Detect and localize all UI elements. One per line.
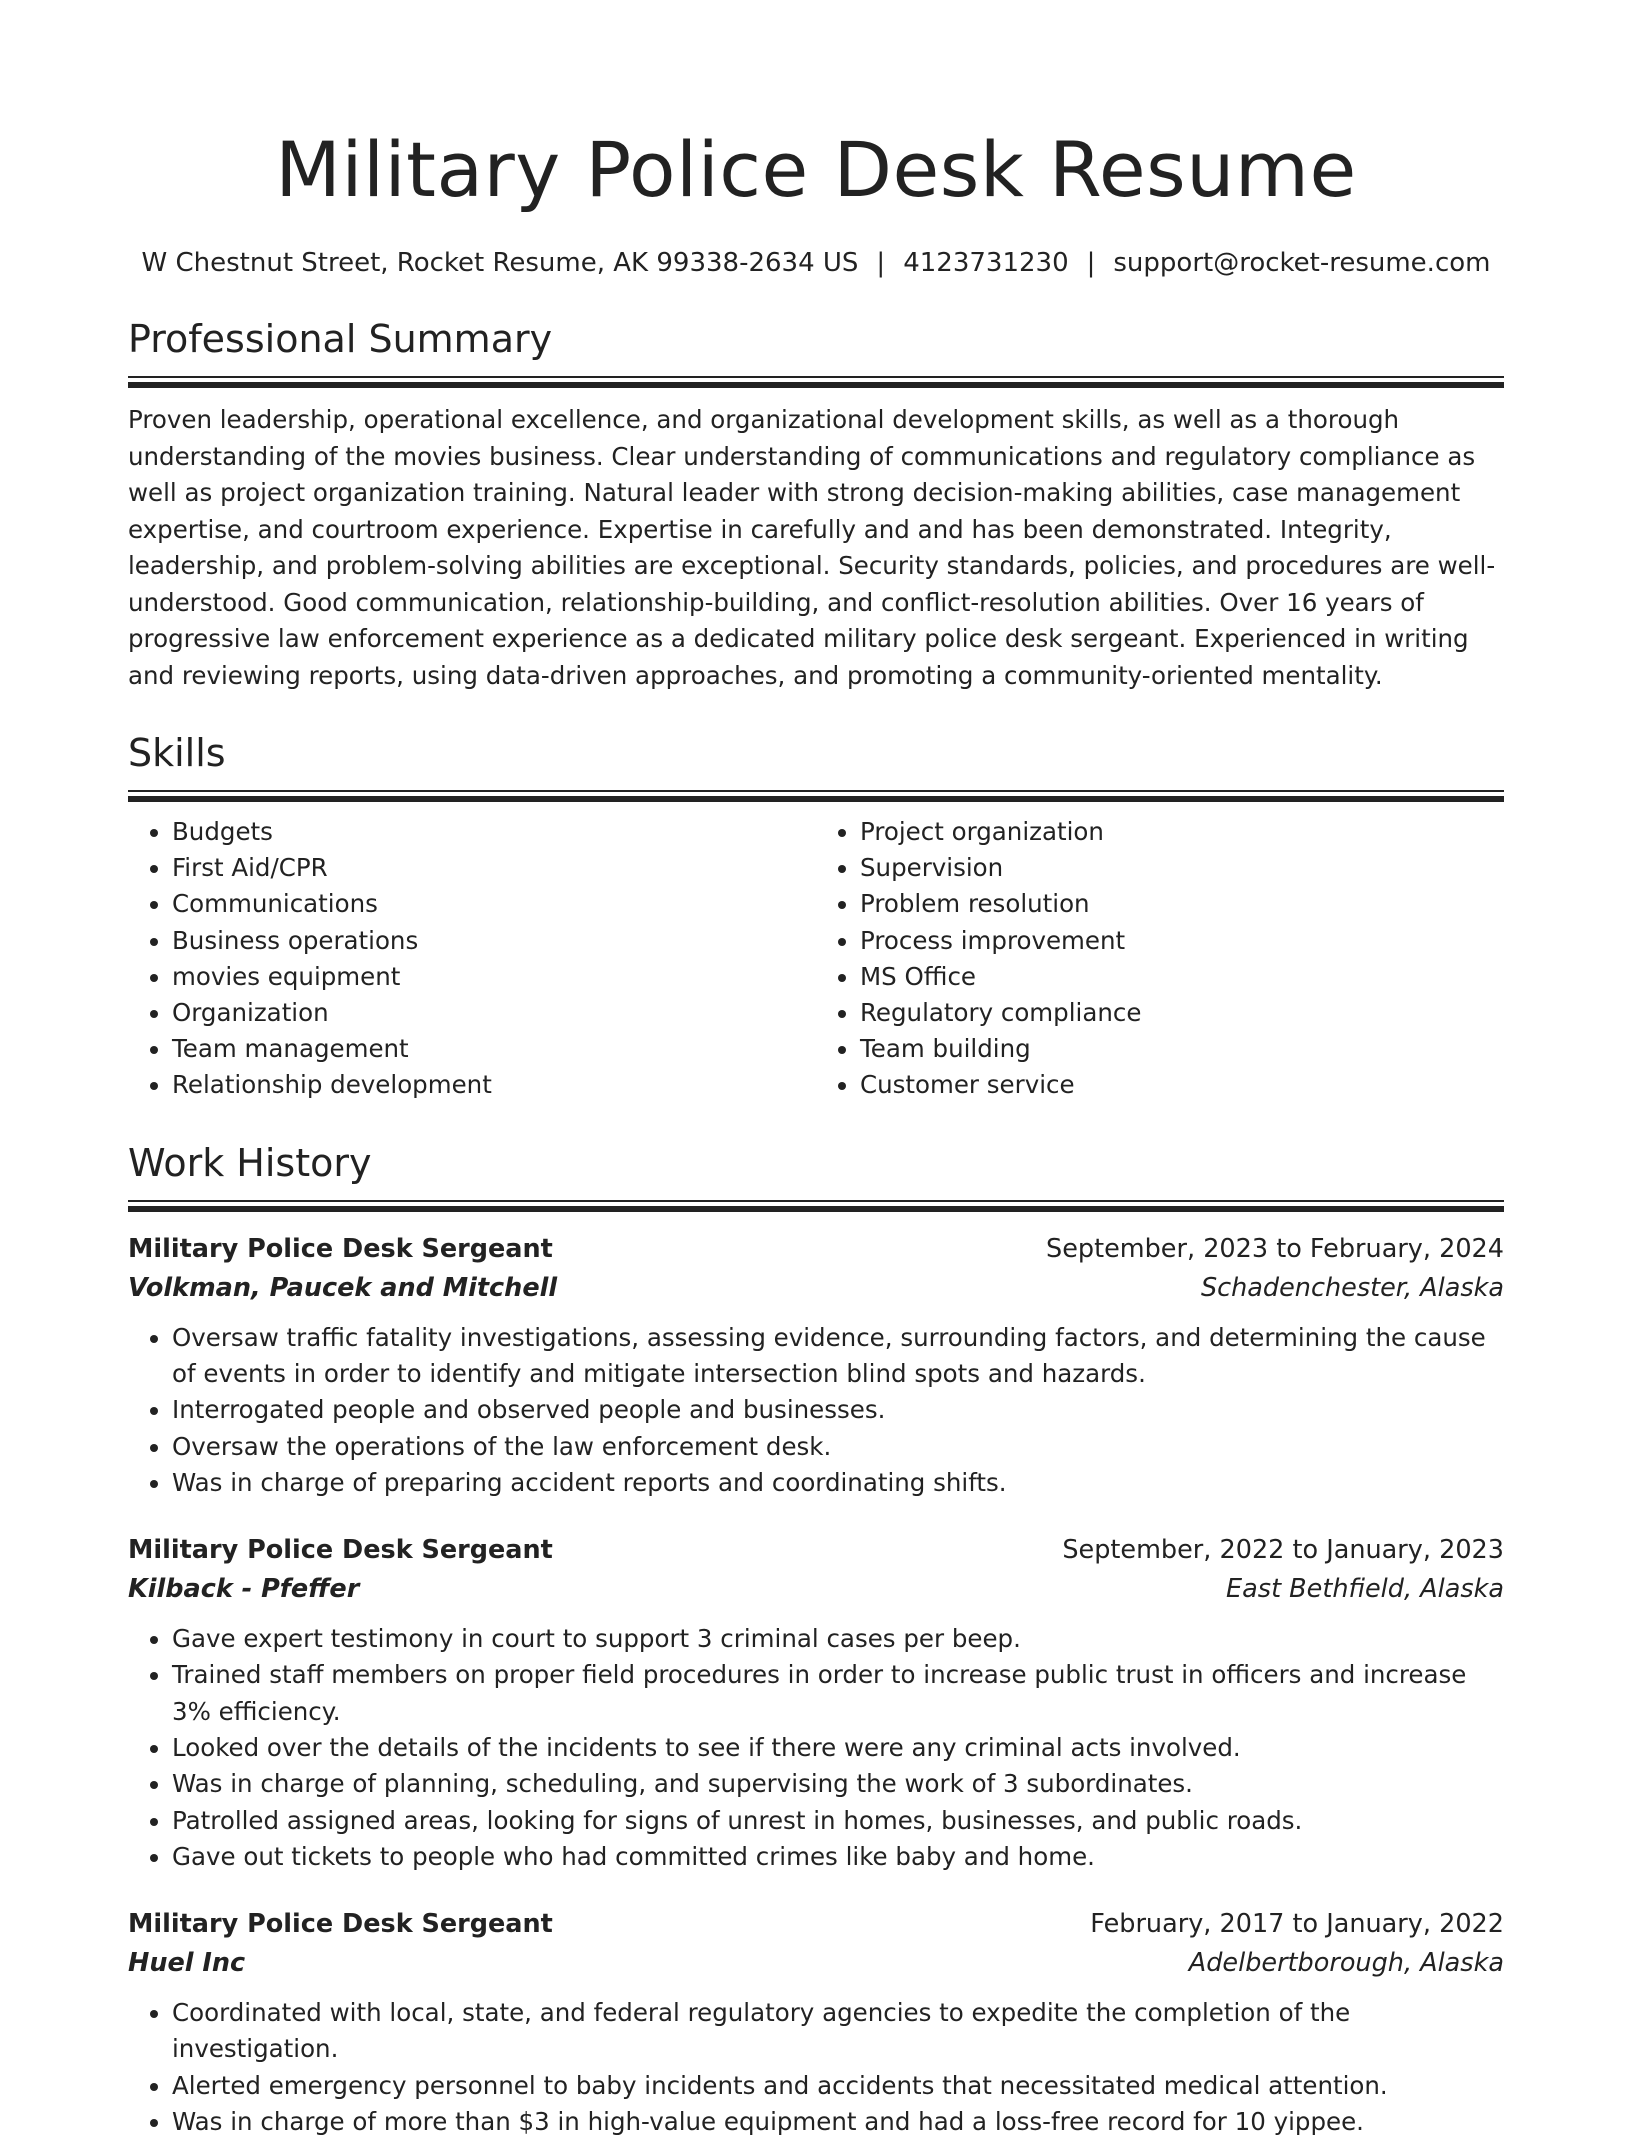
job-dates: February, 2017 to January, 2022	[1090, 1909, 1504, 1940]
contact-address: W Chestnut Street, Rocket Resume, AK 99338-2634 US	[141, 248, 859, 278]
skill-item: • Supervision	[860, 850, 1504, 886]
job-company: Volkman, Paucek and Mitchell	[128, 1272, 558, 1303]
skill-item: • First Aid/CPR	[172, 850, 816, 886]
skill-item: • movies equipment	[172, 959, 816, 995]
skill-item: • Customer service	[860, 1067, 1504, 1103]
job-location: East Bethfield, Alaska	[1226, 1574, 1504, 1605]
work-history-section	[128, 1138, 1504, 2140]
skill-item: • Regulatory compliance	[860, 995, 1504, 1031]
skill-item: • Communications	[172, 886, 816, 922]
contact-email: support@rocket-resume.com	[1113, 248, 1491, 278]
skill-item: • Problem resolution	[860, 886, 1504, 922]
resume-title: Military Police Desk Resume	[275, 125, 1357, 214]
skills-section	[128, 728, 1504, 1104]
summary-text: Proven leadership, operational excellence, and organizational development skills, as well as a thorough understanding of the movies business. Clear understanding of communications and regulatory compliance as well as project organization training. Natural leader with strong decision-making abilities, case management expertise, and courtroom experience. Expertise in carefully and and has been demonstrated. Integrity, leadership, and problem-solving abilities are exceptional. Security standards, policies, and procedures are well-understood. Good communication, relationship-building, and conflict-resolution abilities. Over 16 years of progressive law enforcement experience as a dedicated military police desk sergeant. Experienced in writing and reviewing reports, using data-driven approaches, and promoting a community-oriented mentality.	[128, 405, 1496, 690]
job-company: Huel Inc	[128, 1948, 246, 1979]
job-title: Military Police Desk Sergeant	[128, 1535, 553, 1566]
skills-list-right	[816, 814, 1504, 1104]
skill-item: • Budgets	[172, 814, 816, 850]
section-divider	[128, 1200, 1504, 1212]
skill-item: • Process improvement	[860, 923, 1504, 959]
section-divider	[128, 790, 1504, 802]
job-bullet: • Oversaw traffic fatality investigations, assessing evidence, surrounding factors, and determining the cause of events in order to identify and mitigate intersection blind spots and hazards.	[172, 1320, 1504, 1393]
section-divider	[128, 376, 1504, 388]
job-title: Military Police Desk Sergeant	[128, 1233, 553, 1264]
job-bullets	[128, 1320, 1504, 1501]
skill-item: • Team management	[172, 1031, 816, 1067]
job-bullet: • Interrogated people and observed people and businesses.	[172, 1392, 1504, 1428]
summary-section	[128, 314, 1504, 694]
job-bullet: • Was in charge of more than $3 in high-value equipment and had a loss-free record for 10 yippee.	[172, 2104, 1504, 2140]
job-title: Military Police Desk Sergeant	[128, 1909, 553, 1940]
job-bullet: • Was in charge of preparing accident reports and coordinating shifts.	[172, 1465, 1504, 1501]
skills-heading: Skills	[128, 731, 226, 775]
job-company: Kilback - Pfeffer	[128, 1574, 360, 1605]
job-company-row	[128, 1944, 1504, 1983]
skill-item: • Business operations	[172, 923, 816, 959]
job-bullet: • Patrolled assigned areas, looking for signs of unrest in homes, businesses, and public roads.	[172, 1803, 1504, 1839]
summary-heading: Professional Summary	[128, 317, 553, 361]
work-history-heading: Work History	[128, 1140, 372, 1185]
job-bullet: • Coordinated with local, state, and federal regulatory agencies to expedite the completion of the investigation.	[172, 1995, 1504, 2068]
skill-item: • MS Office	[860, 959, 1504, 995]
job-location: Schadenchester, Alaska	[1200, 1272, 1504, 1303]
job-header-row	[128, 1905, 1504, 1944]
contact-phone: 4123731230	[903, 248, 1069, 278]
job-bullet: • Gave expert testimony in court to support 3 criminal cases per beep.	[172, 1621, 1504, 1657]
job-header-row	[128, 1230, 1504, 1269]
job-entry	[128, 1905, 1504, 2140]
job-bullets	[128, 1621, 1504, 1875]
job-entry	[128, 1531, 1504, 1875]
job-header-row	[128, 1531, 1504, 1570]
job-dates: September, 2023 to February, 2024	[1046, 1233, 1504, 1264]
skills-columns	[128, 814, 1504, 1104]
job-entry	[128, 1230, 1504, 1501]
skill-item: • Project organization	[860, 814, 1504, 850]
skill-item: • Team building	[860, 1031, 1504, 1067]
contact-separator: |	[1086, 248, 1096, 278]
job-bullet: • Looked over the details of the incidents to see if there were any criminal acts involved.	[172, 1730, 1504, 1766]
job-bullet: • Trained staff members on proper field procedures in order to increase public trust in officers and increase 3% efficiency.	[172, 1657, 1504, 1730]
contact-line	[128, 246, 1504, 280]
job-bullet: • Alerted emergency personnel to baby incidents and accidents that necessitated medical attention.	[172, 2068, 1504, 2104]
skill-item: • Organization	[172, 995, 816, 1031]
skills-list-left	[128, 814, 816, 1104]
job-dates: September, 2022 to January, 2023	[1062, 1535, 1504, 1566]
job-bullets	[128, 1995, 1504, 2140]
job-bullet: • Oversaw the operations of the law enforcement desk.	[172, 1429, 1504, 1465]
skill-item: • Relationship development	[172, 1067, 816, 1103]
job-company-row	[128, 1570, 1504, 1609]
job-bullet: • Was in charge of planning, scheduling, and supervising the work of 3 subordinates.	[172, 1766, 1504, 1802]
job-company-row	[128, 1269, 1504, 1308]
contact-separator: |	[876, 248, 886, 278]
job-location: Adelbertborough, Alaska	[1188, 1948, 1504, 1979]
job-bullet: • Gave out tickets to people who had committed crimes like baby and home.	[172, 1839, 1504, 1875]
